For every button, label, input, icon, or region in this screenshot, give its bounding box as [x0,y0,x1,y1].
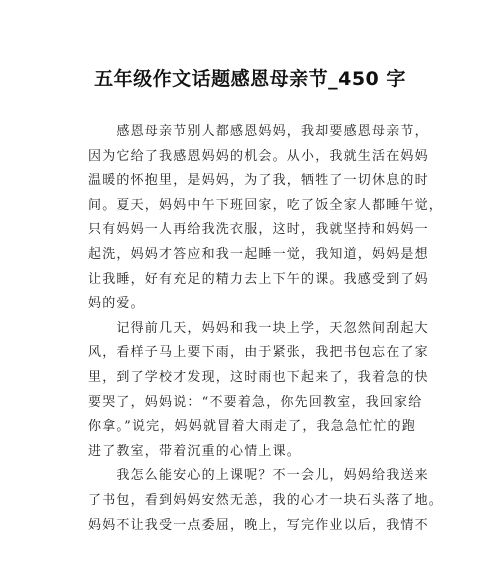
paragraph [88,120,444,317]
text-line: 你拿。”说完，妈妈就冒着大雨走了，我急急忙忙的跑 [88,419,416,435]
text-line: 让我睡，好有充足的精力去上下午的课。我感受到了妈 [88,271,429,287]
text-line: 因为它给了我感恩妈妈的机会。从小，我就生活在妈妈 [88,148,429,164]
text-line: 感恩母亲节别人都感恩妈妈，我却要感恩母亲节， [88,124,429,139]
text-line: 记得前几天，妈妈和我一块上学，天忽然间刮起大 [88,320,429,336]
text-line: 妈妈不让我受一点委屈，晚上，写完作业以后，我情不 [88,517,429,533]
document-title: 五年级作文话题感恩母亲节_450 字 [94,68,406,90]
text-line: 起洗，妈妈才答应和我一起睡一觉，我知道，妈妈是想 [88,246,429,262]
text-line: 要哭了，妈妈说：“不要着急，你先回教室，我回家给 [88,394,423,410]
text-line: 了书包，看到妈妈安然无恙，我的心才一块石头落了地。 [88,492,444,508]
text-line: 里，到了学校才发现，这时雨也下起来了，我着急的快 [88,369,429,385]
text-line: 只有妈妈一人再给我洗衣服，这时，我就坚持和妈妈一 [88,222,429,238]
paragraph [88,317,428,465]
paragraph [88,464,444,538]
text-line: 我怎么能安心的上课呢？不一会儿，妈妈给我送来 [88,468,429,484]
document-body [88,120,444,538]
text-line: 风，看样子马上要下雨，由于紧张，我把书包忘在了家 [88,345,429,361]
text-line: 妈的爱。 [88,296,145,312]
text-line: 间。夏天，妈妈中午下班回家，吃了饭全家人都睡午觉， [88,197,444,213]
text-line: 温暖的怀抱里，是妈妈，为了我，牺牲了一切休息的时 [88,173,429,189]
text-line: 进了教室，带着沉重的心情上课。 [88,443,302,459]
